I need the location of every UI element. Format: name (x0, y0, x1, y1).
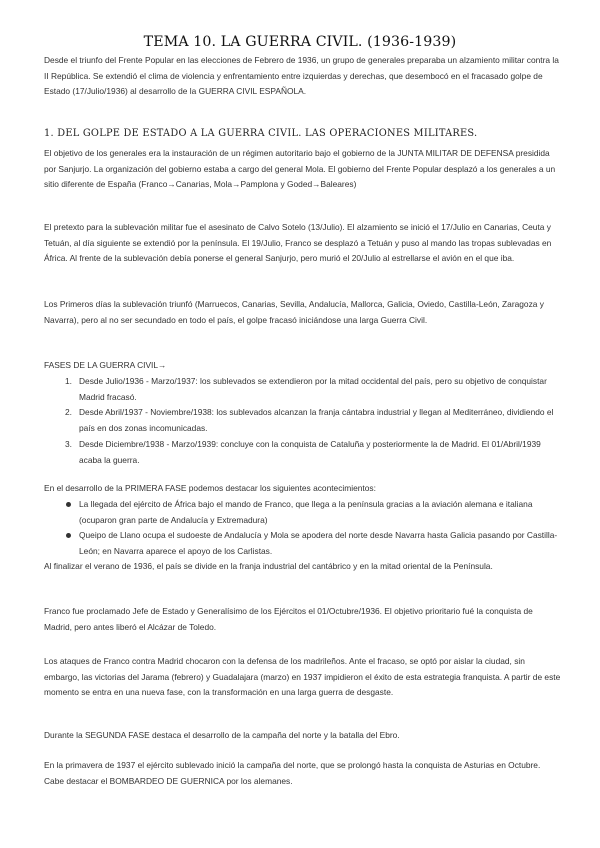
list-item-text: Desde Julio/1936 - Marzo/1937: los sublevados se extendieron por la mitad occidental del país, pero su objetivo de conquistar Madrid fracasó. (79, 376, 547, 402)
paragraph-segunda-fase: Durante la SEGUNDA FASE destaca el desarrollo de la campaña del norte y la batalla del Ebro. (44, 730, 400, 740)
paragraph-primera-fase: En el desarrollo de la PRIMERA FASE podemos destacar los siguientes acontecimientos: (44, 483, 376, 493)
list-item (44, 405, 562, 436)
bullet-icon (66, 533, 71, 538)
list-item (44, 497, 562, 528)
paragraph-objetivo: El objetivo de los generales era la instauración de un régimen autoritario bajo el gobierno de la JUNTA MILITAR DE DEFENSA presidida por Sanjurjo. La organización del gobierno estaba a cargo del general Mola. El gobierno del Frente Popular desplazó a los generales a un sitio diferente de España (Franco→Canarias, Mola→Pamplona y Goded→Baleares) (44, 148, 556, 190)
list-item (44, 374, 562, 405)
paragraph-ataques-madrid: Los ataques de Franco contra Madrid chocaron con la defensa de los madrileños. Ante el fracaso, se optó por aislar la ciudad, sin embargo, las victorias del Jarama (febrero) y Guadalajara (marzo) en 1937 impidieron el éxito de esta estrategia franquista. A partir de este momento se entra en una nueva fase, con la transformación en una larga guerra de desgaste. (44, 656, 561, 698)
paragraph-campana-norte: En la primavera de 1937 el ejército sublevado inició la campaña del norte, que se prolongó hasta la conquista de Asturias en Octubre. Cabe destacar el BOMBARDEO DE GUERNICA por los alemanes. (44, 760, 541, 786)
paragraph-primeros-dias: Los Primeros días la sublevación triunfó (Marruecos, Canarias, Sevilla, Andalucía, Mallorca, Galicia, Oviedo, Castilla-León, Zaragoza y Navarra), pero al no ser secundado en todo el país, el golpe fracasó iniciándose una larga Guerra Civil. (44, 299, 544, 325)
list-marker: 3. (65, 438, 72, 449)
list-item (44, 437, 562, 468)
list-item (44, 528, 562, 559)
list-item-text: Queipo de Llano ocupa el sudoeste de Andalucía y Mola se apodera del norte desde Navarra hasta Galicia pasando por Castilla-León; en Navarra aparece el apoyo de los Carlistas. (79, 530, 558, 557)
paragraph-pretexto: El pretexto para la sublevación militar fue el asesinato de Calvo Sotelo (13/Julio). El alzamiento se inició el 17/Julio en Canarias, Ceuta y Tetuán, al día siguiente se extendió por la península. El 19/Julio, Franco se desplazó a Tetuán y puso al mando las tropas sublevadas en África. Al frente de la sublevación debía ponerse el general Sanjurjo, pero murió el 20/Julio al estrellarse el avión en el que iba. (44, 222, 552, 264)
paragraph-verano-1936: Al finalizar el verano de 1936, el país se divide en la franja industrial del cantábrico y en la mitad oriental de la Península. (44, 561, 493, 571)
eventos-list (44, 497, 562, 560)
list-marker: 1. (65, 376, 72, 386)
list-item-text: La llegada del ejército de África bajo el mando de Franco, que llega a la península gracias a la aviación alemana e italiana (ocuparon gran parte de Andalucía y Extremadura) (79, 499, 533, 525)
intro-paragraph: Desde el triunfo del Frente Popular en las elecciones de Febrero de 1936, un grupo de generales preparaba un alzamiento militar contra la II República. Se extendió el clima de violencia y enfrentamiento entre izquierdas y derechas, que desembocó en el fracasado golpe de Estado (17/Julio/1936) al desarrollo de la GUERRA CIVIL ESPAÑOLA. (44, 55, 559, 97)
bullet-icon (66, 502, 71, 507)
section-heading: 1. DEL GOLPE DE ESTADO A LA GUERRA CIVIL. LAS OPERACIONES MILITARES. (44, 128, 478, 139)
fases-heading: FASES DE LA GUERRA CIVIL→ (44, 360, 167, 370)
list-marker: 2. (65, 407, 72, 418)
list-item-text: Desde Diciembre/1938 - Marzo/1939: concluye con la conquista de Cataluña y posteriormente la de Madrid. El 01/Abril/1939 acaba la guerra. (79, 438, 541, 465)
paragraph-franco-proclamado: Franco fue proclamado Jefe de Estado y Generalísimo de los Ejércitos el 01/Octubre/1936. El objetivo prioritario fué la conquista de Madrid, pero antes liberó el Alcázar de Toledo. (44, 606, 533, 632)
fases-list (44, 374, 562, 468)
list-item-text: Desde Abril/1937 - Noviembre/1938: los sublevados alcanzan la franja cántabra industrial y llegan al Mediterráneo, dividiendo el país en dos zonas incomunicadas. (79, 407, 554, 434)
document-title: TEMA 10. LA GUERRA CIVIL. (1936-1939) (143, 34, 457, 50)
